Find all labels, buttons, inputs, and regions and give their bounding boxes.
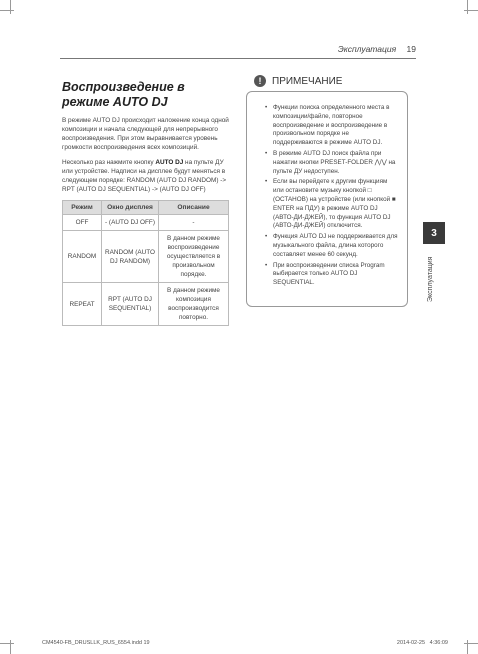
table-header-display: Окно дисплея <box>102 201 159 215</box>
section-title <box>62 80 232 110</box>
exclamation-icon: ! <box>254 75 266 87</box>
section-name: Эксплуатация <box>337 44 397 54</box>
instruction-text-b: на пульте ДУ или устройстве. Надписи на дисплее будут меняться в следующем порядке: RANDOM (AUTO DJ RANDOM) -> RPT (AUTO DJ SEQUENTIAL) -> (AUTO DJ OFF) <box>62 159 227 193</box>
note-item: • Функции поиска определенного места в композиции/файле, повторное воспроизведение и воспроизведение в произвольном порядке не поддерживаются в режиме AUTO DJ. <box>265 104 399 148</box>
note-column <box>246 75 408 307</box>
chapter-tab-label <box>425 250 443 305</box>
mode-table <box>62 200 229 326</box>
table-row <box>63 283 229 326</box>
table-row <box>63 215 229 231</box>
note-box <box>246 91 408 307</box>
page-footer <box>42 640 448 646</box>
title-line-1: Воспроизведение в <box>62 80 185 94</box>
note-item: • При воспроизведении списка Program выбирается только AUTO DJ SEQUENTIAL. <box>265 262 399 288</box>
table-cell-display: RPT (AUTO DJ SEQUENTIAL) <box>102 283 159 326</box>
crop-mark-bottom-right <box>464 640 478 654</box>
table-header-row <box>63 201 229 215</box>
note-item: • Функция AUTO DJ не поддерживается для музыкального файла, длина которого составляет менее 60 секунд. <box>265 233 399 259</box>
note-list <box>257 104 399 288</box>
crop-mark-top-left <box>0 0 14 14</box>
note-item: • Если вы перейдете к другим функциям или остановите музыку кнопкой □ (ОСТАНОВ) на устройстве (или кнопкой ■ ENTER на ПДУ) в режиме AUTO DJ (АВТО-ДИ-ДЖЕЙ), то функция AUTO DJ (АВТО-ДИ-ДЖЕЙ) отключится. <box>265 178 399 231</box>
table-cell-description: В данном режиме воспроизведение осуществляется в произвольном порядке. <box>159 231 229 283</box>
table-cell-mode: RANDOM <box>63 231 102 283</box>
chapter-tab: 3 <box>423 222 445 244</box>
instruction-text-a: Несколько раз нажмите кнопку <box>62 159 156 166</box>
page-number: 19 <box>406 44 416 54</box>
table-cell-description: - <box>159 215 229 231</box>
crop-mark-bottom-left <box>0 640 14 654</box>
instruction-paragraph <box>62 158 232 194</box>
header-rule <box>60 58 416 59</box>
table-header-description: Описание <box>159 201 229 215</box>
note-item: • В режиме AUTO DJ поиск файла при нажатии кнопки PRESET-FOLDER ⋀/⋁ на пульте ДУ недоступен. <box>265 150 399 176</box>
footer-file: CM4540-FB_DRUSLLK_RUS_6554.indd 19 <box>42 640 150 646</box>
crop-mark-top-right <box>464 0 478 14</box>
footer-date: 2014-02-25 <box>396 640 426 646</box>
table-cell-display: - (AUTO DJ OFF) <box>102 215 159 231</box>
footer-timestamp <box>397 640 448 646</box>
chapter-tab-text: Эксплуатация <box>427 256 434 302</box>
note-title: ПРИМЕЧАНИЕ <box>272 75 343 87</box>
page-header <box>60 44 416 54</box>
auto-dj-button-label: AUTO DJ <box>155 159 184 166</box>
footer-time: 4:36:09 <box>429 640 448 646</box>
table-cell-mode: REPEAT <box>63 283 102 326</box>
note-header <box>254 75 408 87</box>
table-cell-description: В данном режиме композиция воспроизводится повторно. <box>159 283 229 326</box>
left-column <box>62 80 232 326</box>
title-line-2: режиме AUTO DJ <box>62 95 168 109</box>
table-cell-display: RANDOM (AUTO DJ RANDOM) <box>102 231 159 283</box>
table-header-mode: Режим <box>63 201 102 215</box>
table-row <box>63 231 229 283</box>
intro-paragraph: В режиме AUTO DJ происходит наложение конца одной композиции и начала следующей для непрерывного воспроизведения. При этом выравнивается уровень громкости воспроизведения всех композиций. <box>62 117 229 151</box>
table-cell-mode: OFF <box>63 215 102 231</box>
